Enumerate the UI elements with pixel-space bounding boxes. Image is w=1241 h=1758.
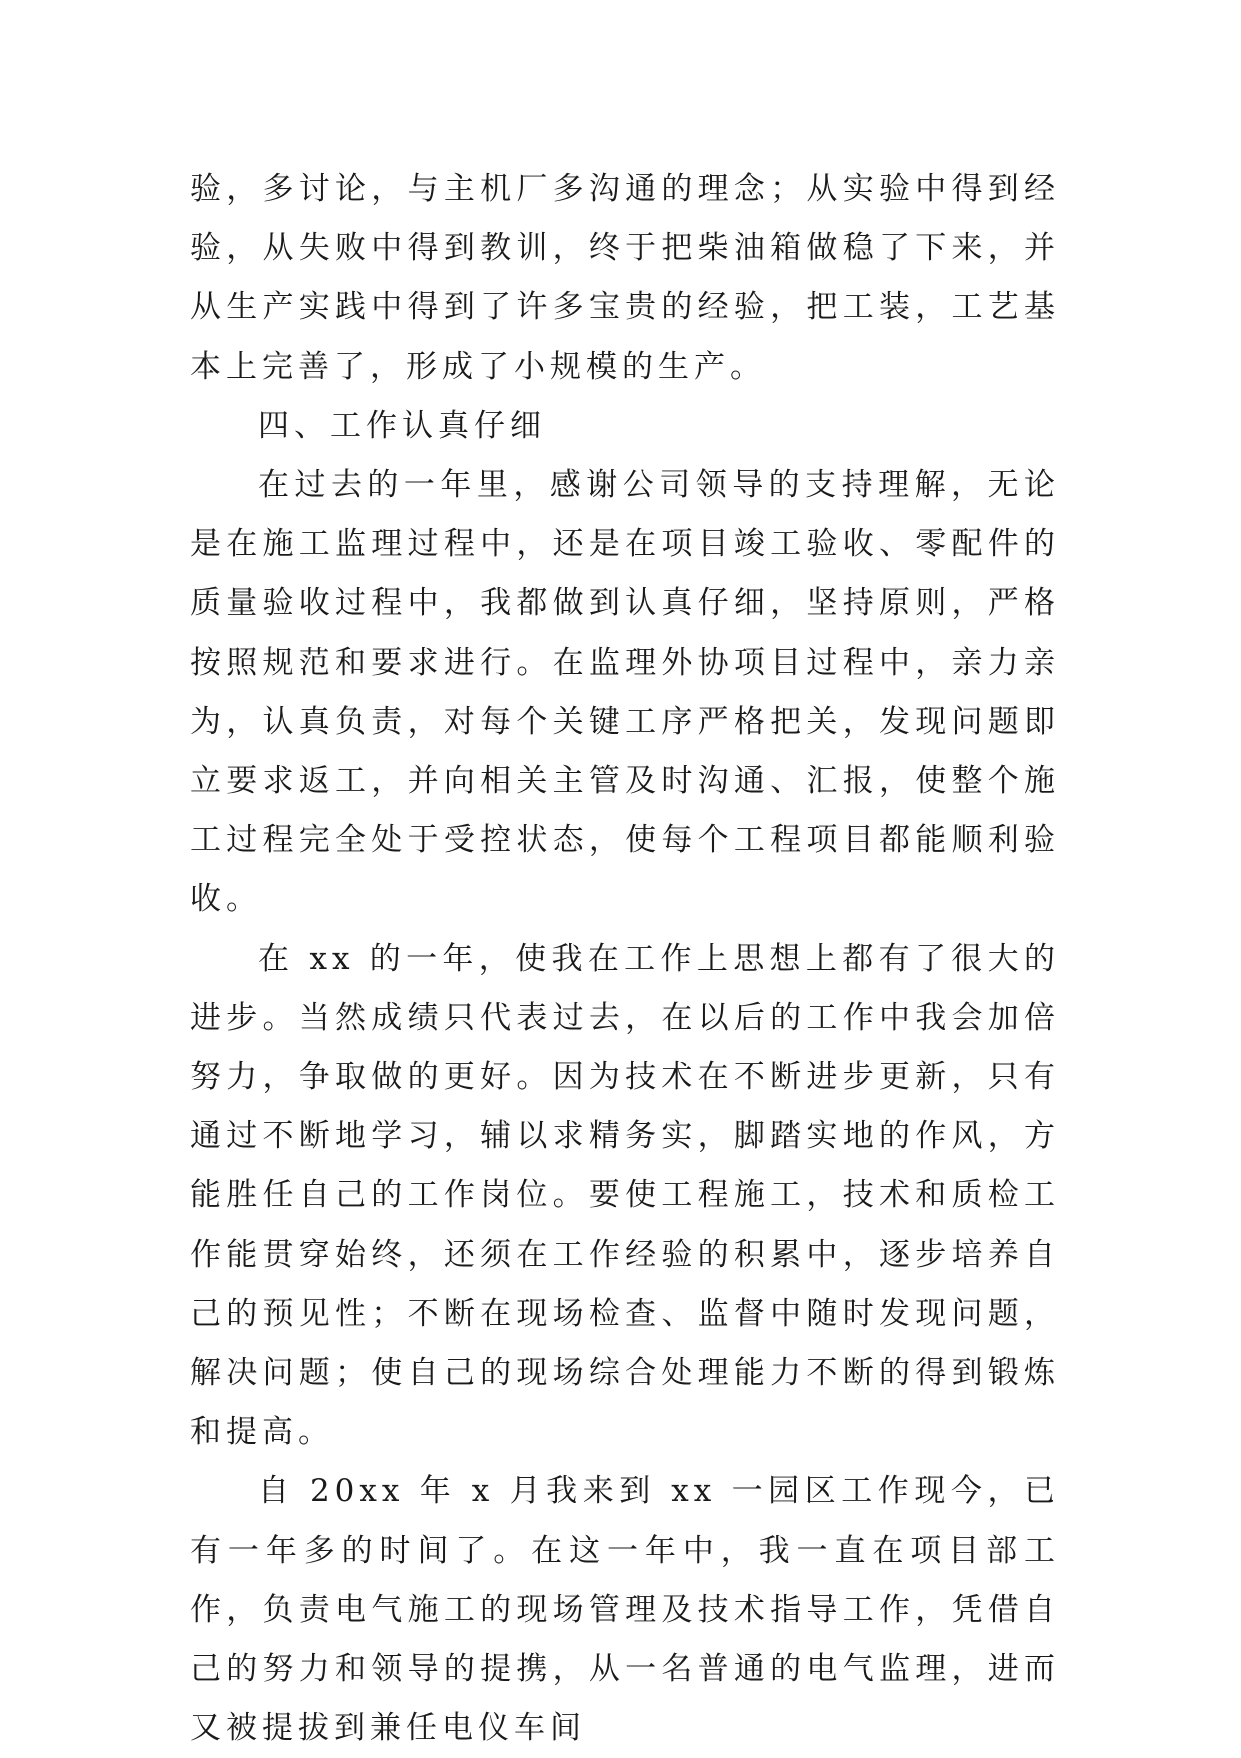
body-paragraph: 在 xx 的一年，使我在工作上思想上都有了很大的进步。当然成绩只代表过去，在以后的工作中我会加倍努力，争取做的更好。因为技术在不断进步更新，只有通过不断地学习，辅以求精务实，脚踏实地的作风，方能胜任自己的工作岗位。要使工程施工，技术和质检工作能贯穿始终，还须在工作经验的积累中，逐步培养自己的预见性；不断在现场检查、监督中随时发现问题，解决问题；使自己的现场综合处理能力不断的得到锻炼和提高。 <box>190 940 1060 1451</box>
body-paragraph: 在过去的一年里，感谢公司领导的支持理解，无论是在施工监理过程中，还是在项目竣工验收、零配件的质量验收过程中，我都做到认真仔细，坚持原则，严格按照规范和要求进行。在监理外协项目过程中，亲力亲为，认真负责，对每个关键工序严格把关，发现问题即立要求返工，并向相关主管及时沟通、汇报，使整个施工过程完全处于受控状态，使每个工程项目都能顺利验收。 <box>190 467 1060 918</box>
body-paragraph: 自 20xx 年 x 月我来到 xx 一园区工作现今，已有一年多的时间了。在这一年中，我一直在项目部工作，负责电气施工的现场管理及技术指导工作，凭借自己的努力和领导的提携，从一名普通的电气监理，进而又被提拔到兼任电仪车间 <box>190 1473 1060 1747</box>
continuation-paragraph: 验，多讨论，与主机厂多沟通的理念；从实验中得到经验，从失败中得到教训，终于把柴油箱做稳了下来，并从生产实践中得到了许多宝贵的经验，把工装，工艺基本上完善了，形成了小规模的生产。 <box>190 171 1060 385</box>
section-heading: 四、工作认真仔细 <box>258 407 546 444</box>
document-body <box>190 160 1060 1758</box>
